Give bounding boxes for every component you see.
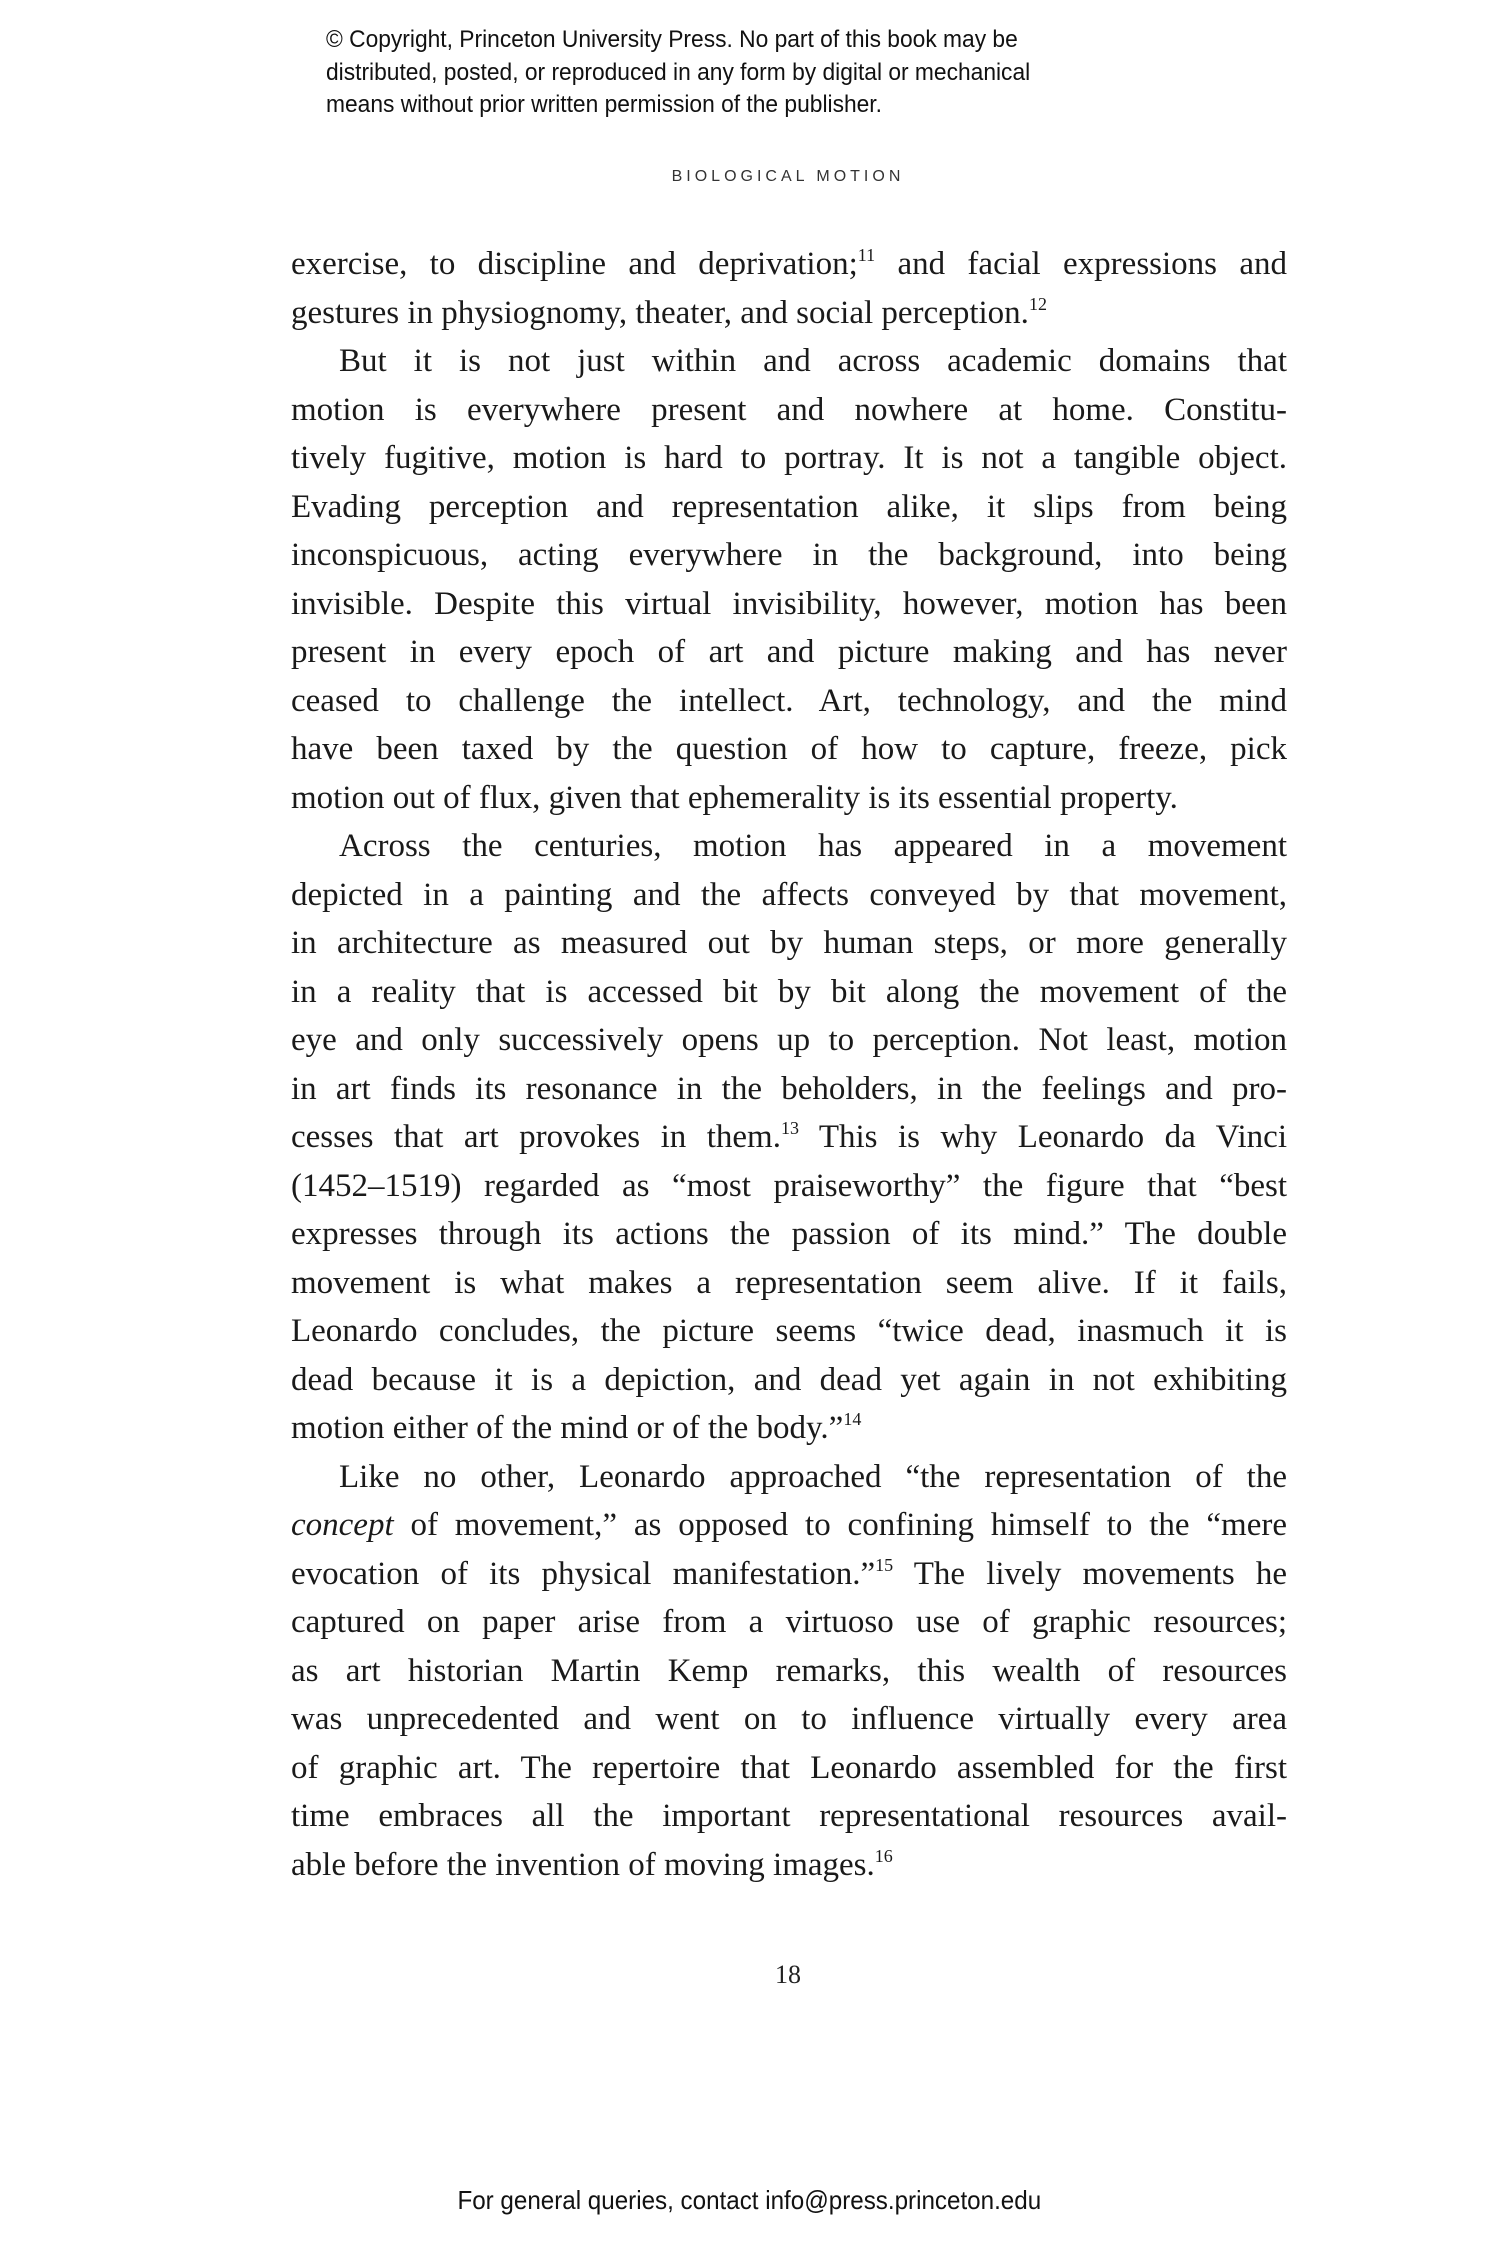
text-line: ceased to challenge the intellect. Art, technology, and the mind <box>291 682 1287 719</box>
footer-contact: For general queries, contact info@press.princeton.edu <box>457 2185 1042 2215</box>
paragraph-start: Across the centuries, motion has appeared in a movement <box>339 828 1287 864</box>
text-line: evocation of its physical manifestation.”$^{15}$ The lively movements he <box>291 1554 1287 1592</box>
text-line: eye and only successively opens up to perception. Not least, motion <box>291 1022 1287 1058</box>
footnote-ref[interactable]: 15 <box>875 1554 894 1575</box>
text-line: motion out of flux, given that ephemerality is its essential property. <box>291 779 1178 816</box>
text-line: have been taxed by the question of how to capture, freeze, pick <box>291 731 1287 767</box>
text-line: able before the invention of moving images.$^{16}$ <box>291 1845 893 1883</box>
text-line: was unprecedented and went on to influence virtually every area <box>291 1701 1287 1737</box>
text-line: inconspicuous, acting everywhere in the background, into being <box>291 537 1287 573</box>
text-line: of graphic art. The repertoire that Leonardo assembled for the first <box>291 1749 1287 1786</box>
text-line: exercise, to discipline and deprivation;$^{11}$ and facial expressions and <box>291 245 1287 282</box>
text-line: invisible. Despite this virtual invisibility, however, motion has been <box>291 585 1287 622</box>
copyright-line: means without prior written permission of the publisher. <box>326 91 882 118</box>
running-head: BIOLOGICAL MOTION <box>671 168 905 185</box>
text-line: Leonardo concludes, the picture seems “twice dead, inasmuch it is <box>291 1313 1287 1349</box>
text-line: depicted in a painting and the affects conveyed by that movement, <box>291 876 1287 913</box>
copyright-line: © Copyright, Princeton University Press. No part of this book may be <box>326 26 1018 53</box>
body-text <box>291 240 1287 1889</box>
text-line: present in every epoch of art and picture making and has never <box>291 634 1287 670</box>
text-line: cesses that art provokes in them.$^{13}$ This is why Leonardo da Vinci <box>291 1118 1287 1155</box>
copyright-line: distributed, posted, or reproduced in any form by digital or mechanical <box>326 58 1031 86</box>
text-line: in a reality that is accessed bit by bit along the movement of the <box>291 973 1287 1010</box>
footnote-ref[interactable]: 12 <box>1028 293 1047 314</box>
text-line: dead because it is a depiction, and dead yet again in not exhibiting <box>291 1361 1287 1398</box>
text-line: concept of movement,” as opposed to confining himself to the “mere <box>291 1507 1287 1543</box>
text-line: in art finds its resonance in the beholders, in the feelings and pro- <box>291 1070 1287 1107</box>
footnote-ref[interactable]: 13 <box>780 1118 799 1138</box>
italic-term: concept <box>291 1507 394 1543</box>
text-line: expresses through its actions the passion of its mind.” The double <box>291 1216 1287 1252</box>
text-line: Evading perception and representation alike, it slips from being <box>291 488 1287 525</box>
text-line: movement is what makes a representation seem alive. If it fails, <box>291 1264 1287 1301</box>
text-line: captured on paper arise from a virtuoso use of graphic resources; <box>291 1604 1287 1640</box>
text-line: motion either of the mind or of the body.”$^{14}$ <box>291 1409 862 1446</box>
footnote-ref[interactable]: 14 <box>843 1409 862 1429</box>
text-line: motion is everywhere present and nowhere at home. Constitu- <box>291 391 1287 428</box>
footnote-ref[interactable]: 11 <box>857 245 876 265</box>
text-line: gestures in physiognomy, theater, and social perception.$^{12}$ <box>291 293 1047 331</box>
footnote-ref[interactable]: 16 <box>874 1845 893 1866</box>
text-line: (1452–1519) regarded as “most praiseworthy” the figure that “best <box>291 1167 1287 1204</box>
copyright-notice <box>326 24 1163 122</box>
text-line: in architecture as measured out by human steps, or more generally <box>291 925 1287 961</box>
text-line: tively fugitive, motion is hard to portray. It is not a tangible object. <box>291 440 1287 476</box>
paragraph-start: Like no other, Leonardo approached “the representation of the <box>339 1458 1287 1495</box>
text-line: time embraces all the important representational resources avail- <box>291 1798 1287 1834</box>
text-line: as art historian Martin Kemp remarks, this wealth of resources <box>291 1652 1287 1689</box>
page-number: 18 <box>775 1960 801 1989</box>
paragraph-start: But it is not just within and across academic domains that <box>339 343 1287 379</box>
